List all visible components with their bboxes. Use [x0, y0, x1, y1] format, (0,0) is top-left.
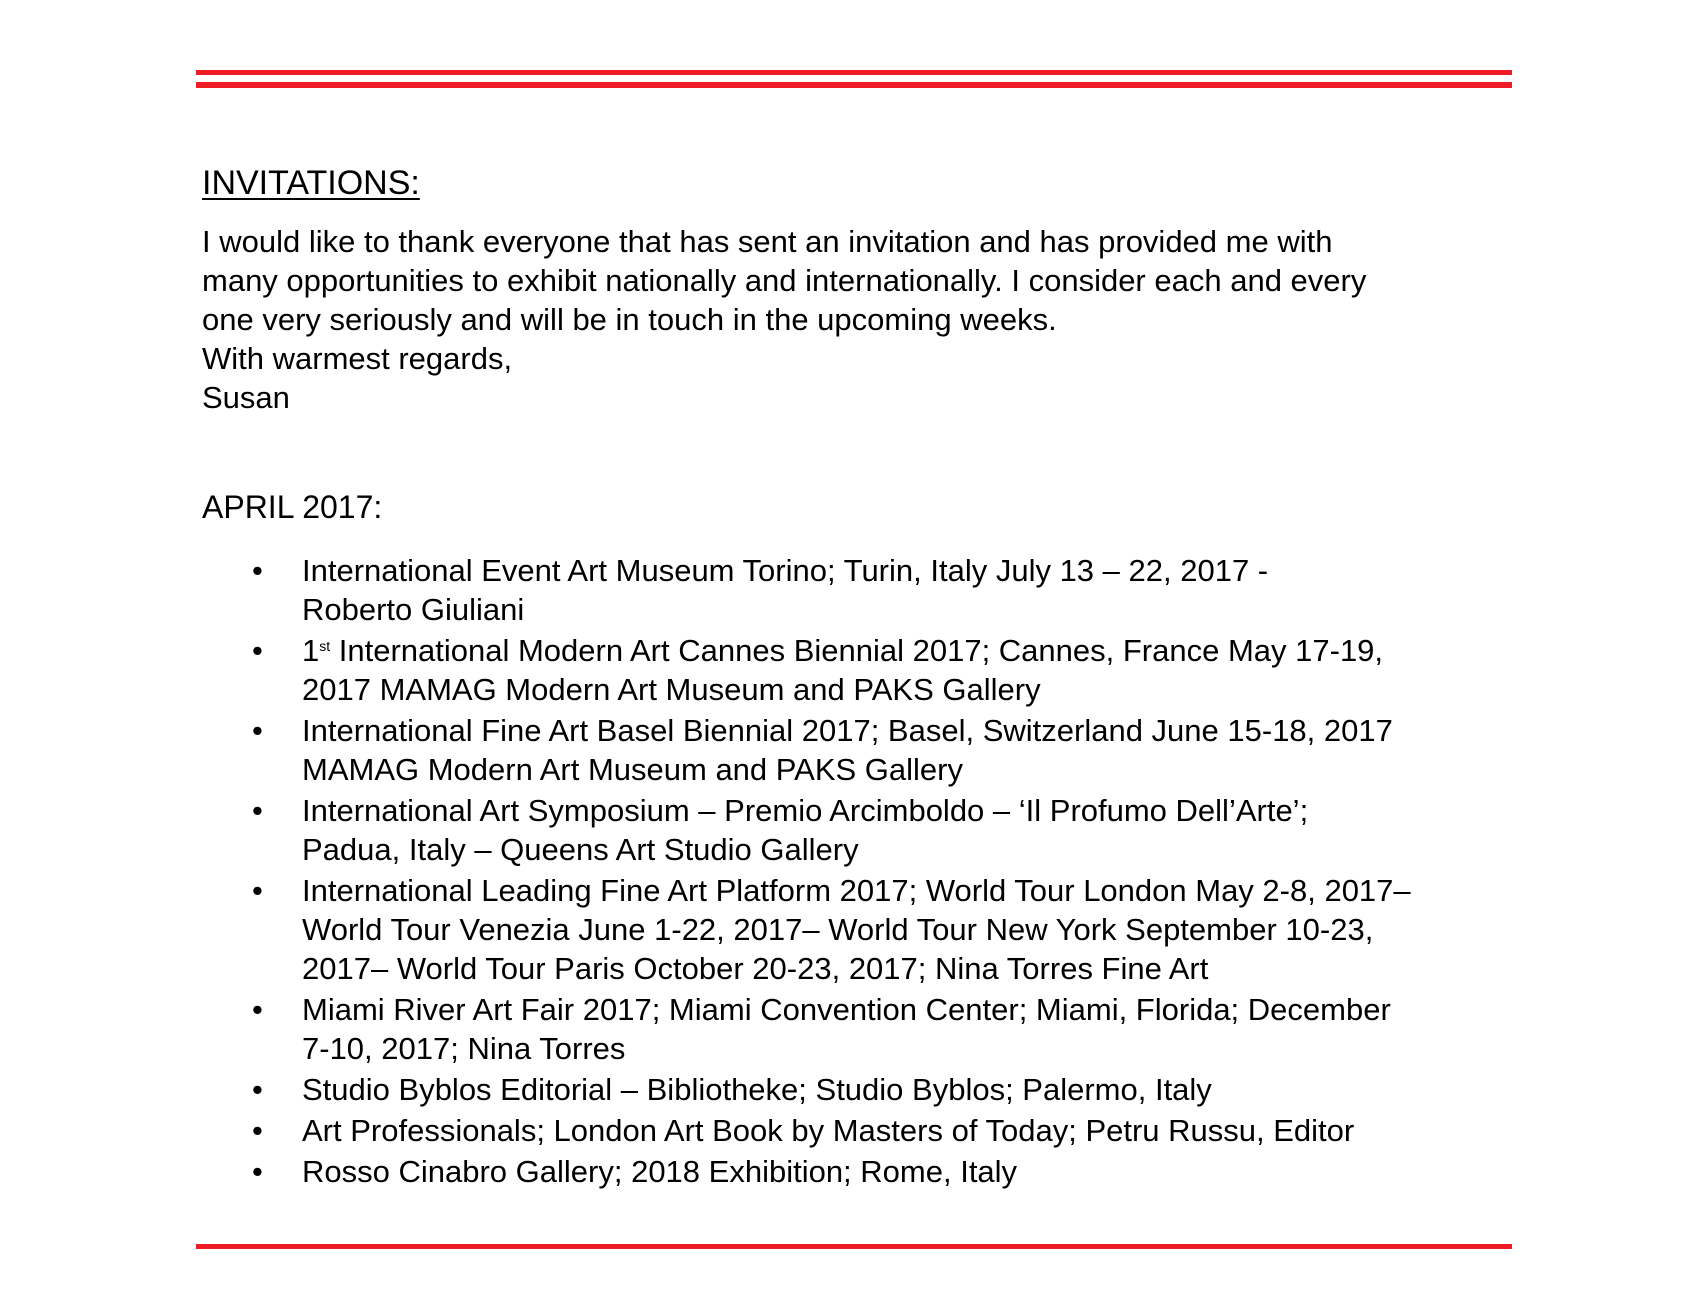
- bullet-icon: •: [252, 713, 263, 748]
- event-line: Padua, Italy – Queens Art Studio Gallery: [302, 832, 859, 867]
- event-line: Art Professionals; London Art Book by Masters of Today; Petru Russu, Editor: [302, 1113, 1355, 1148]
- event-line: International Art Symposium – Premio Arcimboldo – ‘Il Profumo Dell’Arte’;: [302, 793, 1309, 828]
- bottom-rule: [196, 1244, 1512, 1249]
- bullet-icon: •: [252, 1113, 263, 1148]
- bullet-icon: •: [252, 1072, 263, 1107]
- signature-name: Susan: [202, 380, 290, 415]
- list-item: [202, 871, 1622, 988]
- event-list: [202, 551, 1522, 1191]
- top-rule-lower: [196, 82, 1512, 88]
- bullet-icon: •: [252, 992, 263, 1027]
- list-item: [202, 551, 1622, 629]
- ordinal-suffix: st: [319, 638, 331, 654]
- event-line: Studio Byblos Editorial – Bibliotheke; Studio Byblos; Palermo, Italy: [302, 1072, 1212, 1107]
- event-line: Roberto Giuliani: [302, 592, 525, 627]
- event-line: MAMAG Modern Art Museum and PAKS Gallery: [302, 752, 963, 787]
- invitations-heading: INVITATIONS:: [202, 164, 420, 202]
- event-line: [302, 631, 1622, 670]
- section-title-april-2017: APRIL 2017:: [202, 489, 383, 525]
- bullet-icon: •: [252, 873, 263, 908]
- intro-line: one very seriously and will be in touch in the upcoming weeks.: [202, 302, 1057, 337]
- event-line: International Event Art Museum Torino; Turin, Italy July 13 – 22, 2017 -: [302, 553, 1269, 588]
- bullet-icon: •: [252, 553, 263, 588]
- event-line-text: International Modern Art Cannes Biennial 2017; Cannes, France May 17-19,: [330, 633, 1384, 668]
- event-line: Miami River Art Fair 2017; Miami Convention Center; Miami, Florida; December: [302, 992, 1391, 1027]
- event-line: World Tour Venezia June 1-22, 2017– World Tour New York September 10-23,: [302, 912, 1374, 947]
- document-body: [202, 162, 1522, 1193]
- closing-salutation: With warmest regards,: [202, 341, 513, 376]
- event-line: 7-10, 2017; Nina Torres: [302, 1031, 626, 1066]
- bullet-icon: •: [252, 633, 263, 668]
- event-line: 2017– World Tour Paris October 20-23, 2017; Nina Torres Fine Art: [302, 951, 1209, 986]
- list-item: [202, 631, 1622, 709]
- intro-line: I would like to thank everyone that has sent an invitation and has provided me with: [202, 224, 1333, 259]
- event-line: 2017 MAMAG Modern Art Museum and PAKS Gallery: [302, 672, 1041, 707]
- bullet-icon: •: [252, 1154, 263, 1189]
- list-item: [202, 791, 1622, 869]
- list-item: [202, 1111, 1622, 1150]
- list-item: [202, 990, 1622, 1068]
- top-rule-upper: [196, 70, 1512, 75]
- event-line: International Fine Art Basel Biennial 2017; Basel, Switzerland June 15-18, 2017: [302, 713, 1393, 748]
- ordinal-number: 1: [302, 633, 320, 668]
- list-item: [202, 1070, 1622, 1109]
- event-line: Rosso Cinabro Gallery; 2018 Exhibition; Rome, Italy: [302, 1154, 1018, 1189]
- event-line: International Leading Fine Art Platform 2017; World Tour London May 2-8, 2017–: [302, 873, 1411, 908]
- list-item: [202, 711, 1622, 789]
- intro-paragraph: [202, 222, 1522, 417]
- bullet-icon: •: [252, 793, 263, 828]
- list-item: [202, 1152, 1622, 1191]
- intro-line: many opportunities to exhibit nationally and internationally. I consider each and every: [202, 263, 1367, 298]
